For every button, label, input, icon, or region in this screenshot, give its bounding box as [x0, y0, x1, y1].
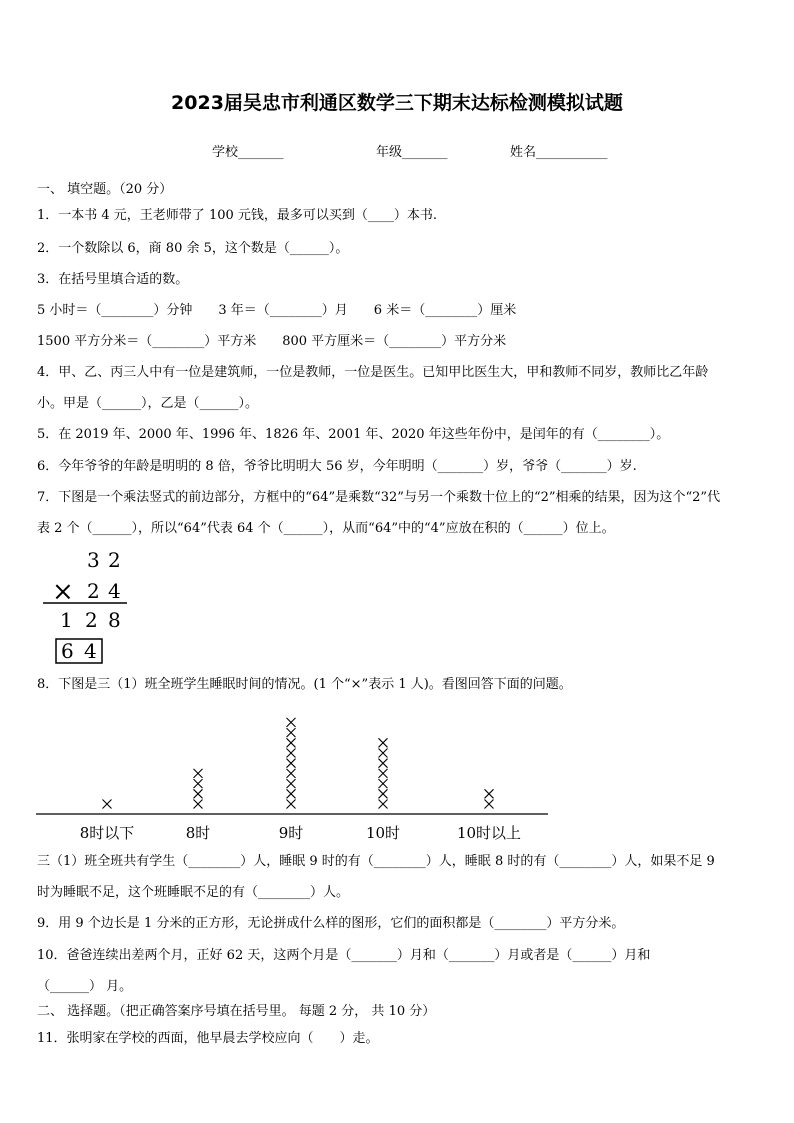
cross-mark: [379, 779, 388, 788]
question-11: 11．张明家在学校的西面，他早晨去学校应向（ ）走。: [37, 1031, 379, 1046]
cross-mark: [194, 789, 203, 798]
page-title: 2023届吴忠市利通区数学三下期末达标检测模拟试题: [171, 92, 623, 114]
school-field: 学校_______: [212, 145, 284, 160]
cross-mark: [194, 769, 203, 778]
calc-digit: 2: [87, 579, 100, 603]
grade-field: 年级_______: [376, 145, 448, 160]
cross-mark: [287, 769, 296, 778]
section-1-heading: 一、 填空题。（20 分）: [37, 182, 173, 197]
question-8-line-b: 时为睡眠不足，这个班睡眠不足的有（________）人。: [37, 885, 350, 900]
question-9: 9．用 9 个边长是 1 分米的正方形，无论拼成什么样的图形，它们的面积都是（________）平方分米。: [37, 916, 625, 931]
question-10-line-a: 10．爸爸连续出差两个月，正好 62 天，这两个月是（_______）月和（_______）月或者是（______）月和: [37, 948, 651, 963]
calc-digit: 1: [60, 608, 73, 632]
cross-mark: [379, 759, 388, 768]
question-7-line-a: 7．下图是一个乘法竖式的前边部分，方框中的“64”是乘数“32”与另一个乘数十位上的“2”相乘的结果，因为这个“2”代: [37, 490, 721, 505]
multiply-sign: ×: [52, 577, 74, 607]
cross-mark: [103, 800, 112, 809]
cross-mark: [287, 728, 296, 737]
category-label: 8时: [185, 824, 211, 842]
cross-mark: [379, 749, 388, 758]
cross-mark: [287, 759, 296, 768]
question-3-line-a: 5 小时＝（________）分钟 3 年＝（________）月 6 米＝（________）厘米: [37, 303, 517, 318]
category-label: 10时以上: [456, 824, 522, 842]
cross-mark: [379, 738, 388, 747]
question-7-line-b: 表 2 个（______），所以“64”代表 64 个（______），从而“64”中的“4”应放在积的（______）位上。: [37, 521, 615, 536]
cross-mark: [287, 749, 296, 758]
section-2-heading: 二、 选择题。（把正确答案序号填在括号里。 每题 2 分， 共 10 分）: [37, 1004, 436, 1019]
question-10-line-b: （______） 月。: [37, 979, 133, 994]
cross-mark: [287, 800, 296, 809]
cross-mark: [287, 779, 296, 788]
cross-mark: [379, 800, 388, 809]
category-label: 10时: [365, 824, 401, 842]
name-field: 姓名___________: [510, 145, 608, 160]
cross-mark: [379, 789, 388, 798]
calc-digit: 6: [61, 639, 74, 663]
cross-mark: [194, 779, 203, 788]
cross-mark: [287, 738, 296, 747]
calc-digit: 4: [108, 579, 121, 603]
cross-mark: [485, 789, 494, 798]
question-2: 2．一个数除以 6，商 80 余 5，这个数是（______）。: [37, 241, 349, 256]
calc-digit: 2: [85, 608, 98, 632]
calc-digit: 3: [87, 548, 100, 572]
cross-mark: [379, 769, 388, 778]
calc-digit: 4: [84, 639, 97, 663]
question-1: 1．一本书 4 元，王老师带了 100 元钱，最多可以买到（____）本书.: [37, 208, 438, 223]
cross-mark: [287, 718, 296, 727]
cross-mark: [287, 789, 296, 798]
sleep-chart: [36, 698, 551, 846]
question-3-line-b: 1500 平方分米＝（________）平方米 800 平方厘米＝（________）平方分米: [37, 334, 507, 349]
question-5: 5．在 2019 年、2000 年、1996 年、1826 年、2001 年、2020 年这些年份中，是闰年的有（________）。: [37, 427, 670, 442]
question-4-line-a: 4．甲、乙、丙三人中有一位是建筑师，一位是教师，一位是医生。已知甲比医生大，甲和教师不同岁，教师比乙年龄: [37, 365, 709, 380]
calc-digit: 8: [108, 608, 121, 632]
question-4-line-b: 小。甲是（______），乙是（______）。: [37, 396, 259, 411]
cross-mark: [485, 800, 494, 809]
question-3: 3．在括号里填合适的数。: [37, 272, 189, 287]
cross-mark: [194, 800, 203, 809]
calc-digit: 2: [108, 548, 121, 572]
category-label: 9时: [278, 824, 304, 842]
question-8-line-a: 三（1）班全班共有学生（________）人，睡眠 9 时的有（________）人，睡眠 8 时的有（________）人，如果不足 9: [37, 854, 715, 869]
question-6: 6．今年爷爷的年龄是明明的 8 倍，爷爷比明明大 56 岁，今年明明（_______）岁，爷爷（_______）岁.: [37, 459, 637, 474]
multiplication-figure: [40, 545, 140, 670]
category-label: 8时以下: [79, 824, 135, 842]
question-8: 8．下图是三（1）班全班学生睡眠时间的情况。(1 个“×”表示 1 人)。看图回答下面的问题。: [37, 677, 572, 692]
